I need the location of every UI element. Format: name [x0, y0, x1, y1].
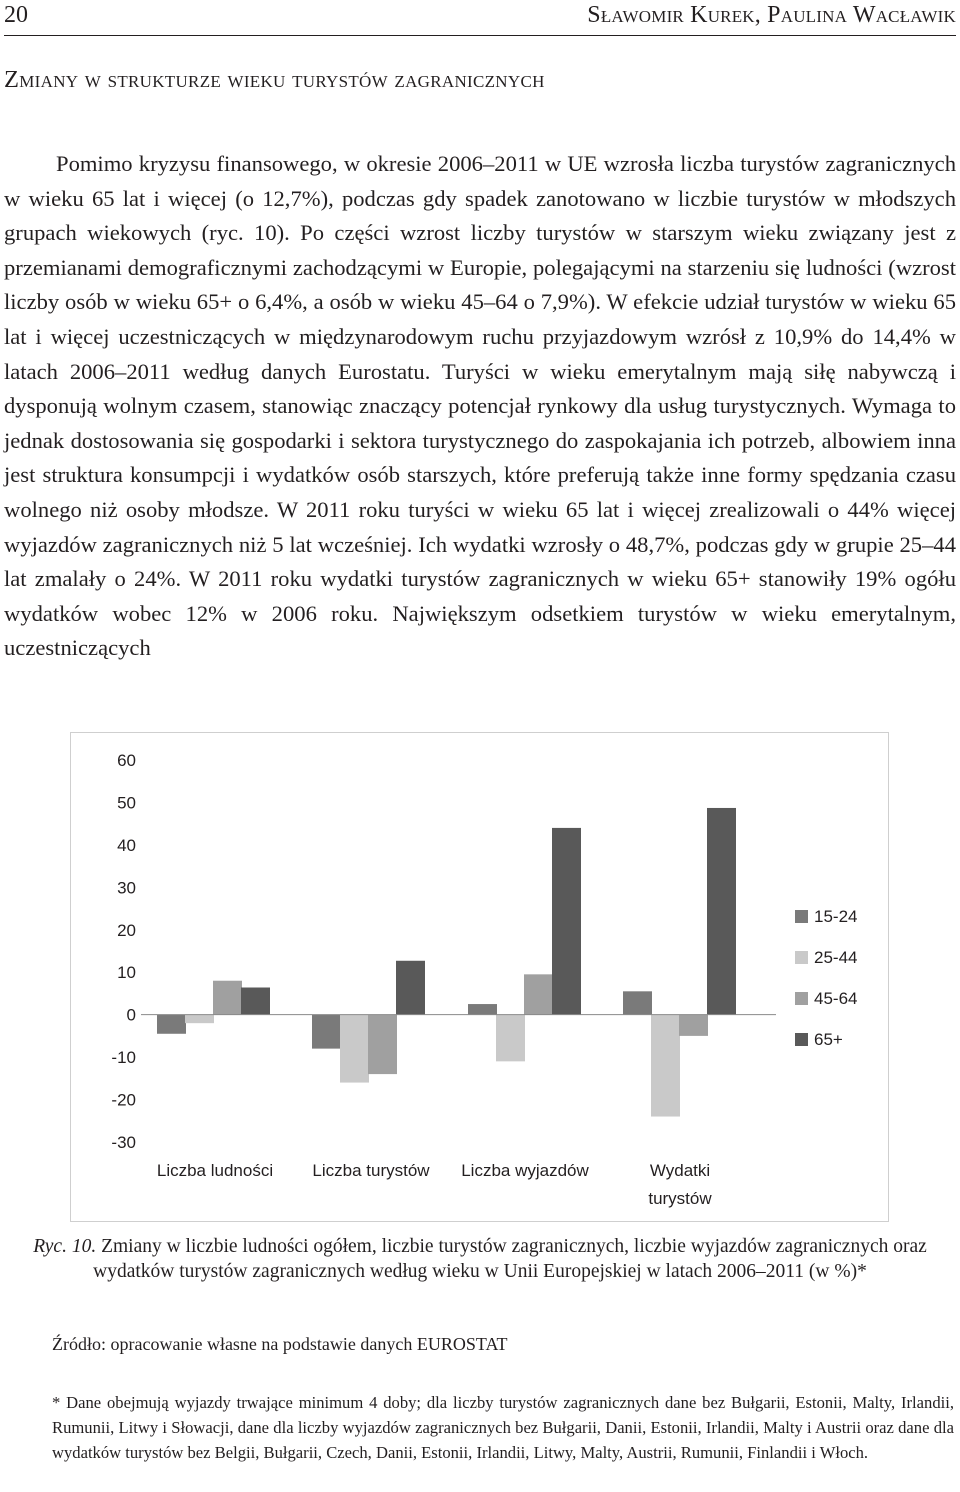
x-category-label: Wydatki [649, 1161, 711, 1180]
bar-25-44-2 [496, 1015, 525, 1062]
section-title: Zmiany w strukturze wieku turystów zagranicznych [4, 66, 545, 93]
y-tick-label: -20 [111, 1090, 136, 1110]
bar-25-44-3 [651, 1015, 680, 1117]
source-note: Źródło: opracowanie własne na podstawie danych EUROSTAT [52, 1334, 508, 1354]
y-tick-label: -30 [111, 1133, 136, 1152]
y-tick-label: 0 [126, 1005, 136, 1025]
x-category-label: Liczba wyjazdów [461, 1161, 589, 1180]
body-text [4, 147, 956, 666]
body-paragraph: Pomimo kryzysu finansowego, w okresie 2006–2011 w UE wzrosła liczba turystów zagranicznych w wieku 65 lat i więcej (o 12,7%), podczas gdy spadek zanotowano w liczbie turystów w młodszych grupach wiekowych (ryc. 10). Po części wzrost liczby turystów w starszym wieku związany jest z przemianami demograficznymi zachodzącymi w Europie, polegającymi na starzeniu się ludności (wzrost liczby osób w wieku 65+ o 6,4%, a osób w wieku 45–64 o 7,9%). W efekcie udział turystów w wieku 65 lat i więcej uczestniczących w międzynarodowym ruchu przyjazdowym wzrósł z 10,9% do 14,4% w latach 2006–2011 według danych Eurostatu. Turyści w wieku emerytalnym mają siłę nabywczą i dysponują wolnym czasem, stanowiąc znaczący potencjał rynkowy dla usług turystycznych. Wymaga to jednak dostosowania się gospodarki i sektora turystycznego do zaspokajania ich potrzeb, albowiem inna jest struktura konsumpcji i wydatków osób starszych, które preferują także inne formy spędzania czasu wolnego niż osoby młodsze. W 2011 roku turyści w wieku 65 lat i więcej zrealizowali o 44% więcej wyjazdów zagranicznych niż 5 lat wcześniej. Ich wydatki wzrosły o 48,7%, podczas gdy w grupie 25–44 lat zmalały o 24%. W 2011 roku wydatki turystów zagranicznych w wieku 65+ stanowiły 19% ogółu wydatków wobec 12% w 2006 roku. Największym odsetkiem turystów w wieku emerytalnym, uczestniczących [4, 151, 956, 661]
caption-label: Ryc. 10. [33, 1236, 97, 1257]
y-tick-label: 30 [117, 878, 136, 898]
bar-45-64-2 [524, 974, 553, 1014]
header-rule [4, 35, 956, 36]
bar-45-64-3 [679, 1015, 708, 1036]
y-tick-label: 60 [117, 751, 136, 770]
legend-swatch-25-44 [795, 951, 808, 964]
x-category-label: turystów [648, 1189, 712, 1208]
bar-65+-2 [552, 828, 581, 1015]
running-head-authors: Sławomir Kurek, Paulina Wacławik [587, 2, 956, 28]
legend-label: 65+ [814, 1030, 843, 1049]
chart-frame [70, 732, 889, 1222]
x-category-label: Liczba turystów [312, 1161, 430, 1180]
legend-swatch-45-64 [795, 992, 808, 1005]
bar-15-24-2 [468, 1004, 497, 1015]
footnote [52, 1390, 954, 1465]
bar-45-64-0 [213, 981, 242, 1015]
x-category-label: Liczba ludności [156, 1161, 274, 1180]
bar-65+-0 [241, 988, 270, 1015]
y-tick-label: 40 [117, 835, 136, 855]
y-tick-label: 50 [117, 793, 136, 813]
legend-label: 45-64 [814, 989, 858, 1008]
bar-25-44-1 [340, 1015, 369, 1083]
bar-15-24-0 [157, 1015, 186, 1034]
y-tick-label: 10 [117, 963, 136, 983]
bar-45-64-1 [368, 1015, 397, 1074]
y-tick-label: 20 [117, 920, 136, 940]
bar-chart [71, 733, 890, 1223]
page-number: 20 [4, 2, 28, 28]
page-header [4, 0, 956, 34]
bar-65+-1 [396, 961, 425, 1015]
legend-label: 25-44 [814, 948, 858, 967]
bar-65+-3 [707, 808, 736, 1015]
y-tick-label: -10 [111, 1048, 136, 1068]
legend-swatch-65+ [795, 1033, 808, 1046]
legend-swatch-15-24 [795, 910, 808, 923]
legend-label: 15-24 [814, 907, 858, 926]
bar-15-24-1 [312, 1015, 341, 1049]
bar-15-24-3 [623, 991, 652, 1014]
figure-caption [4, 1234, 956, 1284]
bar-25-44-0 [185, 1015, 214, 1023]
caption-text: Zmiany w liczbie ludności ogółem, liczbie turystów zagranicznych, liczbie wyjazdów zagranicznych oraz wydatków turystów zagranicznych według wieku w Unii Europejskiej w latach 2006–2011 (w %)* [93, 1236, 927, 1282]
footnote-text: * Dane obejmują wyjazdy trwające minimum 4 doby; dla liczby turystów zagranicznych dane bez Bułgarii, Estonii, Malty, Irlandii, Rumunii, Litwy i Słowacji, dane dla liczby wyjazdów zagranicznych bez Bułgarii, Danii, Estonii, Irlandii, Malty i Austrii oraz dane dla wydatków turystów bez Belgii, Bułgarii, Czech, Danii, Estonii, Irlandii, Litwy, Malty, Austrii, Rumunii, Finlandii i Włoch. [52, 1393, 954, 1462]
